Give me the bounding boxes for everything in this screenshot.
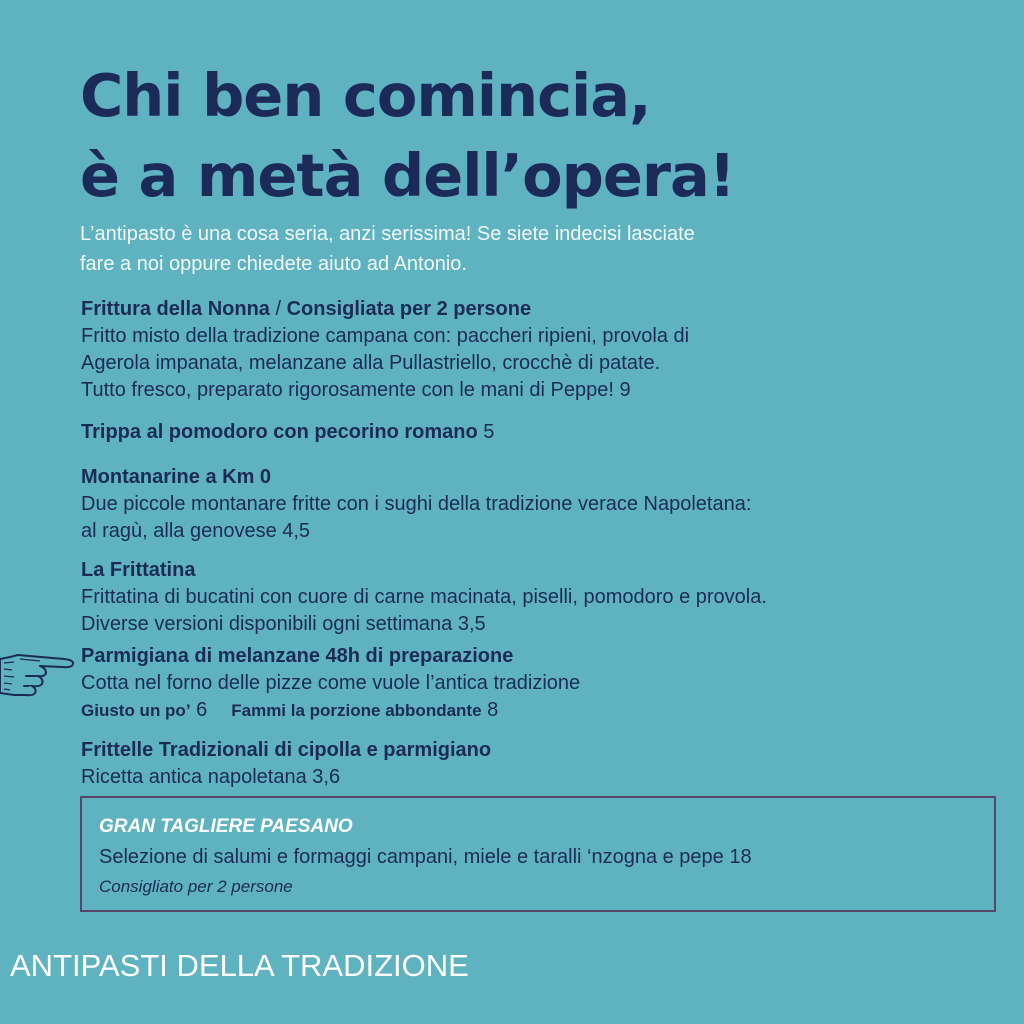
dish-description-2: Agerola impanata, melanzane alla Pullastriello, crocchè di patate.	[81, 352, 661, 374]
dish-name: Frittelle Tradizionali di cipolla e parmigiano	[81, 739, 492, 761]
dish-frittelle	[81, 737, 981, 791]
dish-description-1: Fritto misto della tradizione campana con: paccheri ripieni, provola di	[81, 325, 690, 347]
dish-price: 5	[477, 421, 495, 443]
dish-parmigiana	[81, 643, 981, 724]
dish-name: Trippa al pomodoro con pecorino romano	[81, 421, 478, 443]
dish-description-2: Diverse versioni disponibili ogni settimana 3,5	[81, 613, 486, 635]
dish-name: Montanarine a Km 0	[81, 466, 272, 488]
platter-description: Selezione di salumi e formaggi campani, miele e taralli ‘nzogna e pepe 18	[99, 846, 752, 868]
portion-large-label: Fammi la porzione abbondante	[231, 701, 482, 720]
dish-description-1: Frittatina di bucatini con cuore di carne macinata, piselli, pomodoro e provola.	[81, 586, 767, 608]
dish-name: La Frittatina	[81, 559, 196, 581]
dish-portion-options	[81, 697, 981, 724]
dish-frittura-della-nonna	[81, 296, 981, 404]
headline	[80, 56, 735, 216]
dish-name: Frittura della Nonna	[81, 298, 270, 320]
dish-montanarine	[81, 464, 981, 545]
dish-title-line	[81, 419, 981, 446]
portion-large-price: 8	[481, 699, 499, 721]
pointing-hand-icon	[0, 649, 78, 701]
dish-frittatina	[81, 557, 981, 638]
headline-line-2: è a metà dell’opera!	[80, 141, 735, 210]
dish-description-1: Cotta nel forno delle pizze come vuole l’antica tradizione	[81, 672, 581, 694]
platter-title: GRAN TAGLIERE PAESANO	[99, 816, 353, 837]
dish-name: Parmigiana di melanzane 48h di preparazione	[81, 645, 514, 667]
dish-description-2: al ragù, alla genovese 4,5	[81, 520, 311, 542]
headline-line-1: Chi ben comincia,	[80, 61, 651, 130]
gran-tagliere-box	[80, 796, 996, 912]
intro-text	[80, 219, 880, 279]
dish-description-1: Due piccole montanare fritte con i sughi della tradizione verace Napoletana:	[81, 493, 752, 515]
dish-description-3: Tutto fresco, preparato rigorosamente con le mani di Peppe! 9	[81, 379, 631, 401]
dish-note: Consigliata per 2 persone	[286, 298, 532, 320]
dish-description-1: Ricetta antica napoletana 3,6	[81, 766, 341, 788]
dish-title-line	[81, 296, 981, 323]
portion-small-price: 6	[190, 699, 208, 721]
platter-note: Consigliato per 2 persone	[99, 877, 293, 896]
dish-separator: /	[269, 298, 287, 320]
section-title: ANTIPASTI DELLA TRADIZIONE	[10, 948, 469, 983]
intro-line-1: L’antipasto è una cosa seria, anzi serissima! Se siete indecisi lasciate	[80, 223, 695, 245]
dish-trippa	[81, 419, 981, 446]
intro-line-2: fare a noi oppure chiedete aiuto ad Antonio.	[80, 253, 467, 275]
portion-small-label: Giusto un po’	[81, 701, 191, 720]
